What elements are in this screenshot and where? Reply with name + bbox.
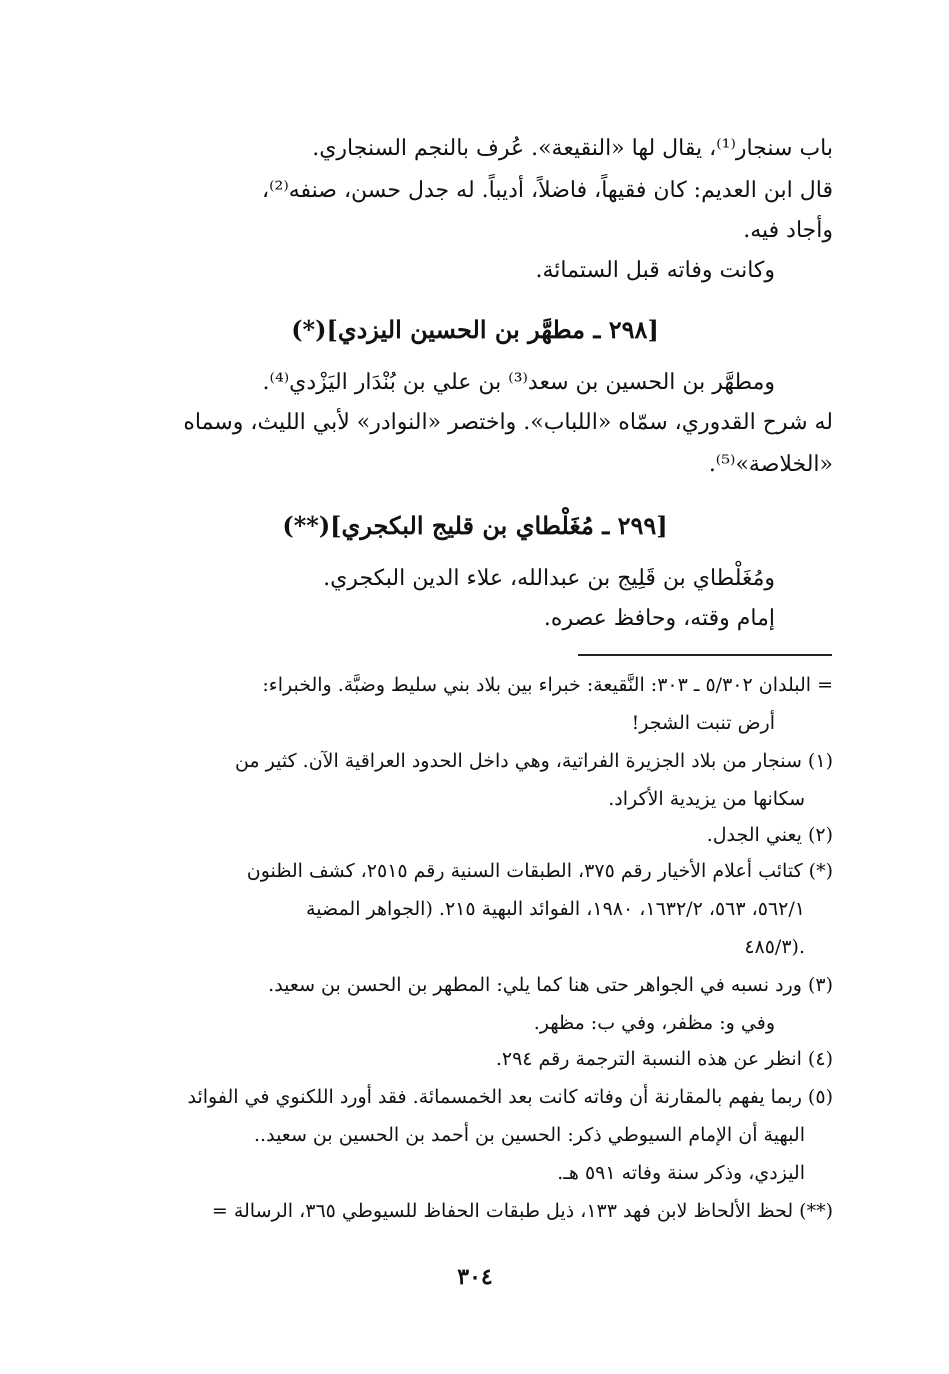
entry-299-line-1: ومُغَلْطاي بن قَلِيج بن عبدالله، علاء الدين البكجري.: [323, 566, 775, 591]
footnote-line-6: (*) كتائب أعلام الأخيار رقم ٣٧٥، الطبقات السنية رقم ٢٥١٥، كشف الظنون: [246, 860, 833, 882]
body-line-2: قال ابن العديم: كان فقيهاً، فاضلاً، أديباً. له جدل حسن، صنفه⁽²⁾،: [261, 178, 833, 203]
body-line-4: وكانت وفاته قبل الستمائة.: [535, 258, 775, 283]
footnote-line-3: (١) سنجار من بلاد الجزيرة الفراتية، وهي داخل الحدود العراقية الآن. كثير من: [234, 750, 833, 772]
footnote-line-15: (**) لحظ الألحاظ لابن فهد ١٣٣، ذيل طبقات الحفاظ للسيوطي ٣٦٥، الرسالة =: [211, 1200, 833, 1222]
entry-298-line-3: «الخلاصة»⁽⁵⁾.: [708, 452, 833, 477]
footnote-line-4: سكانها من يزيدية الأكراد.: [608, 788, 805, 810]
footnote-line-7: ٥٦٢/١، ٥٦٣، ١٦٣٢/٢، ١٩٨٠، الفوائد البهية ٢١٥. (الجواهر المضية: [306, 898, 805, 920]
entry-298-line-1: ومطهَّر بن الحسين بن سعد⁽³⁾ بن علي بن بُنْدَار اليَزْدي⁽⁴⁾.: [262, 370, 775, 395]
entry-298-line-2: له شرح القدوري، سمّاه «اللباب». واختصر «النوادر» لأبي الليث، وسماه: [183, 410, 833, 435]
footnote-line-8: ٤٨٥/٣).: [744, 936, 805, 958]
body-line-1: باب سنجار⁽¹⁾، يقال لها «النقيعة». عُرف بالنجم السنجاري.: [312, 136, 833, 161]
page-number: ٣٠٤: [457, 1264, 493, 1290]
footnote-line-5: (٢) يعني الجدل.: [706, 824, 833, 846]
footnote-line-10: وفي و: مظفر، وفي ب: مظهر.: [533, 1012, 775, 1034]
entry-299-line-2: إمام وقته، وحافظ عصره.: [543, 606, 775, 631]
footnote-line-13: البهية أن الإمام السيوطي ذكر: الحسين بن أحمد بن الحسين بن سعيد..: [254, 1124, 805, 1146]
footnote-line-14: اليزدي، وذكر سنة وفاته ٥٩١ هـ.: [557, 1162, 805, 1184]
footnote-line-1: = البلدان ٥/٣٠٢ ـ ٣٠٣: النَّقيعة: خبراء بين بلاد بني سليط وضبَّة. والخبراء:: [262, 674, 833, 696]
entry-299-heading: [٢٩٩ ـ مُغَلْطاي بن قليج البكجري](**): [282, 511, 668, 540]
entry-298-heading: [٢٩٨ ـ مطهَّر بن الحسين اليزدي](*): [291, 315, 659, 344]
footnote-line-12: (٥) ربما يفهم بالمقارنة أن وفاته كانت بعد الخمسمائة. فقد أورد اللكنوي في الفوائد: [187, 1086, 833, 1108]
body-line-3: وأجاد فيه.: [743, 218, 833, 243]
footnote-line-9: (٣) ورد نسبه في الجواهر حتى هنا كما يلي: المطهر بن الحسن بن سعيد.: [268, 974, 833, 996]
footnote-line-11: (٤) انظر عن هذه النسبة الترجمة رقم ٢٩٤.: [495, 1048, 833, 1070]
footnote-separator: [578, 654, 832, 656]
footnote-line-2: أرض تنبت الشجر!: [631, 712, 775, 734]
